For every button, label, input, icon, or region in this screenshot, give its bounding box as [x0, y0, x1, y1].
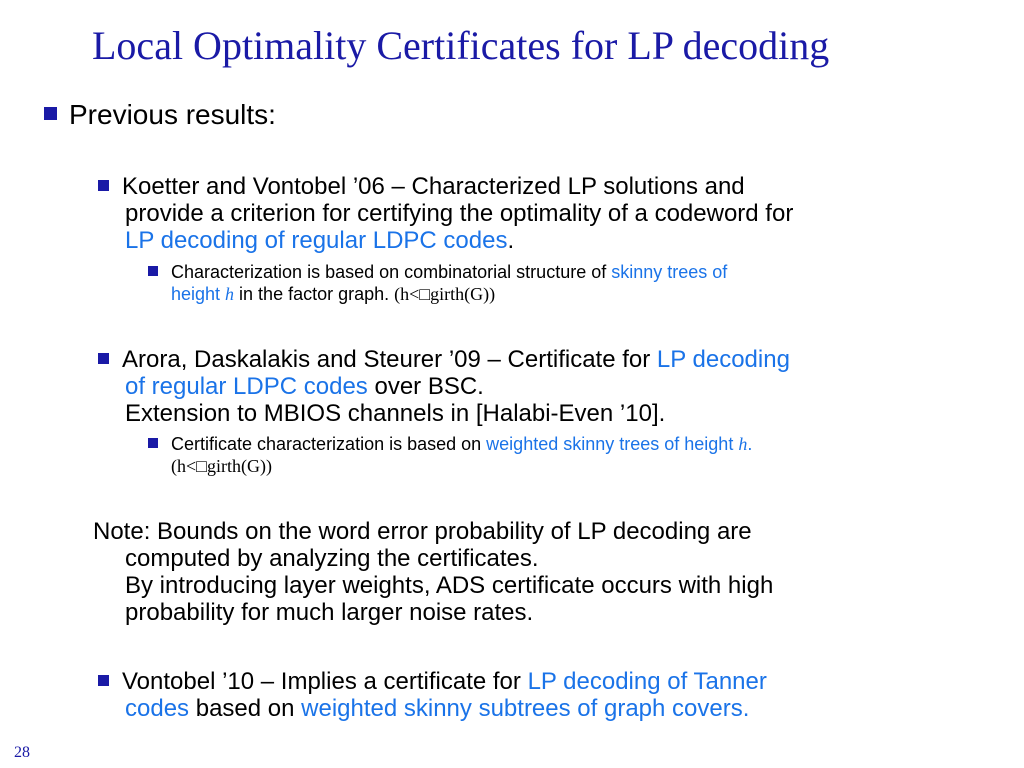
ads-sub-bullet — [148, 433, 888, 477]
note-line-4: probability for much larger noise rates. — [125, 599, 534, 626]
ads-sub-dot: . — [747, 434, 753, 454]
vontobel-highlight-2: codes — [125, 695, 190, 722]
note-line-1: Note: Bounds on the word error probability of LP decoding are — [93, 518, 752, 545]
ads-sub-math: (h<□girth(G)) — [171, 456, 272, 476]
vontobel-line-1: Vontobel ’10 – Implies a certificate for — [122, 668, 528, 695]
kv-sub-text-b: in the factor graph. — [234, 284, 395, 304]
note-line-3: By introducing layer weights, ADS certificate occurs with high — [125, 572, 774, 599]
kv-sub-line-2 — [148, 283, 888, 305]
vontobel-line-2 — [98, 695, 938, 722]
kv-sub-highlight-1: skinny trees of — [611, 262, 728, 282]
ads-sub-text-a: Certificate characterization is based on — [171, 434, 487, 454]
square-bullet-icon — [148, 438, 158, 448]
ads-sub-highlight: weighted skinny trees of height — [486, 434, 739, 454]
ads-highlight-2: of regular LDPC codes — [125, 373, 368, 400]
kv-period: . — [507, 227, 515, 254]
kv-line-3 — [98, 227, 938, 254]
kv-line-2: provide a criterion for certifying the optimality of a codeword for — [125, 200, 794, 227]
ads-line-1: Arora, Daskalakis and Steurer ’09 – Certificate for — [122, 346, 657, 373]
vontobel-bullet — [98, 668, 938, 722]
kv-bullet — [98, 173, 938, 254]
square-bullet-icon — [98, 180, 109, 191]
slide-title: Local Optimality Certificates for LP decoding — [92, 23, 830, 68]
note-line-2: computed by analyzing the certificates. — [125, 545, 539, 572]
kv-sub-highlight-2: height — [171, 284, 226, 304]
kv-sub-bullet — [148, 261, 888, 305]
heading-bullet — [44, 99, 276, 131]
note-paragraph — [93, 518, 973, 626]
square-bullet-icon — [44, 107, 57, 120]
ads-line-2-text: over BSC. — [367, 373, 484, 400]
kv-sub-text-a: Characterization is based on combinatorial structure of — [171, 262, 612, 282]
square-bullet-icon — [98, 675, 109, 686]
vontobel-highlight-1: LP decoding of Tanner — [527, 668, 767, 695]
ads-sub-h: h — [738, 434, 748, 454]
kv-sub-math: (h<□girth(G)) — [394, 284, 496, 304]
square-bullet-icon — [148, 266, 158, 276]
ads-bullet — [98, 346, 938, 427]
ads-line-2 — [98, 373, 938, 400]
kv-line-1: Koetter and Vontobel ’06 – Characterized LP solutions and — [122, 173, 745, 200]
vontobel-line-2-text: based on — [189, 695, 302, 722]
slide-number: 28 — [14, 744, 30, 761]
kv-highlight: LP decoding of regular LDPC codes — [125, 227, 508, 254]
heading-text: Previous results: — [69, 99, 276, 130]
kv-sub-h: h — [225, 284, 235, 304]
ads-highlight-1: LP decoding — [656, 346, 790, 373]
square-bullet-icon — [98, 353, 109, 364]
ads-line-3: Extension to MBIOS channels in [Halabi-Even ’10]. — [125, 400, 666, 427]
vontobel-highlight-3: weighted skinny subtrees of graph covers. — [301, 695, 750, 722]
